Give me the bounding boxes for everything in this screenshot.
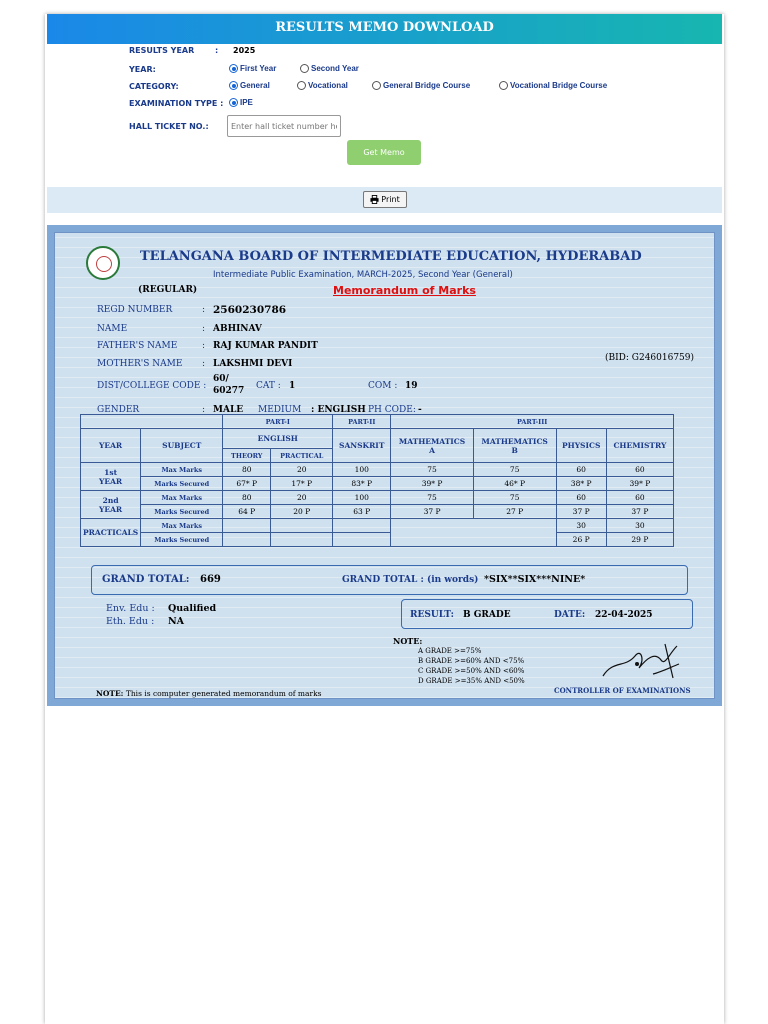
chemistry-header: CHEMISTRY [606, 429, 673, 463]
y1-max-math-b: 75 [473, 463, 556, 477]
y1-max-eng-th: 80 [223, 463, 271, 477]
radio-first-year-label: First Year [240, 64, 277, 73]
y2-max-chemistry: 60 [606, 491, 673, 505]
radio-general-bridge-label: General Bridge Course [383, 81, 471, 90]
mother-label: MOTHER'S NAME [97, 359, 183, 369]
y1-max-physics: 60 [556, 463, 606, 477]
grand-total-words-label: GRAND TOTAL : (in words) [342, 575, 479, 585]
gender-label: GENDER [97, 405, 140, 415]
gender-value: MALE [213, 405, 244, 415]
com-value: 19 [405, 381, 418, 391]
ph-value: - [418, 405, 422, 415]
max-marks-label: Max Marks [141, 463, 223, 477]
radio-vocational-dot[interactable] [297, 81, 306, 90]
signature-icon [595, 638, 690, 683]
year-row [129, 64, 156, 76]
y1-sec-math-a: 39* P [391, 477, 474, 491]
y2-max-sanskrit: 100 [333, 491, 391, 505]
y1-sec-math-b: 46* P [473, 477, 556, 491]
father-colon: : [202, 341, 206, 351]
y2-max-math-a: 75 [391, 491, 474, 505]
sanskrit-header: SANSKRIT [333, 429, 391, 463]
year1-line2: YEAR [99, 476, 123, 486]
father-label: FATHER'S NAME [97, 341, 178, 351]
date-value: 22-04-2025 [595, 610, 653, 620]
table-row [81, 429, 674, 449]
y1-sec-eng-th: 67* P [223, 477, 271, 491]
bid-value: (BID: G246016759) [605, 353, 695, 363]
results-year-value: 2025 [233, 46, 256, 55]
part2-header: PART-II [333, 415, 391, 429]
radio-ipe-dot[interactable] [229, 98, 238, 107]
math-a-line1: MATHEMATICS [398, 436, 466, 446]
radio-first-year-dot[interactable] [229, 64, 238, 73]
radio-general-label: General [240, 81, 270, 90]
math-a-header [391, 429, 474, 463]
medium-label: MEDIUM [258, 405, 302, 415]
marks-table [80, 414, 674, 547]
max-marks-label: Max Marks [141, 491, 223, 505]
table-row [81, 519, 674, 533]
dist-value-1: 60/ [213, 374, 229, 384]
table-cell [81, 415, 223, 429]
radio-vocational[interactable] [297, 81, 348, 90]
year2-cell [81, 491, 141, 519]
name-label: NAME [97, 324, 128, 334]
theory-header: THEORY [223, 449, 271, 463]
regular-label: (REGULAR) [138, 285, 198, 295]
year2-line1: 2nd [102, 495, 119, 505]
grade-note: C GRADE >=50% AND <60% [418, 667, 525, 675]
max-marks-label: Max Marks [141, 519, 223, 533]
year-label: YEAR: [129, 65, 156, 74]
pr-max-physics: 30 [556, 519, 606, 533]
year1-line1: 1st [104, 467, 118, 477]
hall-ticket-input[interactable] [227, 115, 341, 137]
env-edu-label: Env. Edu : [106, 603, 155, 614]
pr-sec-physics: 26 P [556, 533, 606, 547]
note-title: NOTE: [393, 636, 423, 646]
father-value: RAJ KUMAR PANDIT [213, 341, 318, 351]
part3-header: PART-III [391, 415, 674, 429]
table-row [81, 533, 674, 547]
y2-max-eng-pr: 20 [271, 491, 333, 505]
memo-title: Memorandum of Marks [333, 284, 476, 297]
radio-vocational-bridge[interactable] [499, 81, 607, 90]
hall-ticket-row [129, 121, 209, 133]
y2-sec-chemistry: 37 P [606, 505, 673, 519]
grand-total-value: 669 [200, 574, 221, 585]
y1-max-chemistry: 60 [606, 463, 673, 477]
gender-colon: : [202, 405, 206, 415]
radio-second-year[interactable] [300, 64, 359, 73]
eth-edu-label: Eth. Edu : [106, 616, 155, 627]
radio-vocational-label: Vocational [308, 81, 348, 90]
pr-sec-chemistry: 29 P [606, 533, 673, 547]
table-row [81, 415, 674, 429]
radio-vocational-bridge-dot[interactable] [499, 81, 508, 90]
table-cell [223, 533, 271, 547]
radio-general[interactable] [229, 81, 270, 90]
results-year-row [129, 45, 256, 57]
grade-notes [418, 646, 525, 686]
env-edu-value: Qualified [168, 603, 217, 614]
table-cell [333, 533, 391, 547]
board-name: TELANGANA BOARD OF INTERMEDIATE EDUCATION, HYDERABAD [140, 249, 642, 264]
regd-value: 2560230786 [213, 304, 287, 316]
category-row [129, 81, 179, 93]
cat-label: CAT : [256, 381, 281, 391]
y1-max-eng-pr: 20 [271, 463, 333, 477]
regd-colon: : [202, 305, 206, 315]
regd-label: REGD NUMBER [97, 305, 173, 315]
footer-note-label: NOTE: [96, 689, 124, 698]
radio-vocational-bridge-label: Vocational Bridge Course [510, 81, 608, 90]
results-year-label: RESULTS YEAR [129, 46, 195, 55]
marks-secured-label: Marks Secured [141, 477, 223, 491]
y2-max-physics: 60 [556, 491, 606, 505]
mother-value: LAKSHMI DEVI [213, 359, 293, 369]
grade-note: A GRADE >=75% [418, 647, 482, 655]
physics-header: PHYSICS [556, 429, 606, 463]
get-memo-button[interactable]: Get Memo [347, 140, 421, 165]
grade-note: B GRADE >=60% AND <75% [418, 657, 525, 665]
exam-type-label: EXAMINATION TYPE : [129, 99, 224, 108]
y2-max-math-b: 75 [473, 491, 556, 505]
part1-header: PART-I [223, 415, 333, 429]
result-value: B GRADE [463, 610, 511, 620]
table-cell [333, 519, 391, 533]
radio-second-year-label: Second Year [311, 64, 359, 73]
marks-secured-label: Marks Secured [141, 533, 223, 547]
year1-cell [81, 463, 141, 491]
hall-ticket-label: HALL TICKET NO.: [129, 122, 209, 131]
table-cell [223, 519, 271, 533]
math-b-header [473, 429, 556, 463]
result-label: RESULT: [410, 610, 454, 620]
footer-note-text: This is computer generated memorandum of marks [123, 689, 322, 698]
name-value: ABHINAV [213, 324, 262, 334]
print-strip [47, 187, 722, 213]
radio-ipe-label: IPE [240, 98, 253, 107]
radio-second-year-dot[interactable] [300, 64, 309, 73]
mother-colon: : [202, 359, 206, 369]
marks-memo [47, 225, 722, 706]
radio-general-bridge-dot[interactable] [372, 81, 381, 90]
category-label: CATEGORY: [129, 82, 179, 91]
y2-max-eng-th: 80 [223, 491, 271, 505]
y2-sec-math-b: 27 P [473, 505, 556, 519]
y1-sec-physics: 38* P [556, 477, 606, 491]
math-a-line2: A [429, 445, 435, 455]
results-year-sep: : [215, 46, 219, 55]
pr-max-chemistry: 30 [606, 519, 673, 533]
medium-value: : ENGLISH [311, 405, 366, 415]
y2-sec-eng-pr: 20 P [271, 505, 333, 519]
year2-line2: YEAR [99, 504, 123, 514]
table-row [81, 477, 674, 491]
y1-sec-chemistry: 39* P [606, 477, 673, 491]
y1-sec-sanskrit: 83* P [333, 477, 391, 491]
dist-label: DIST/COLLEGE CODE : [97, 381, 207, 391]
print-button-label: Print [381, 195, 400, 204]
practicals-cell: PRACTICALS [81, 519, 141, 547]
exam-name: Intermediate Public Examination, MARCH-2025, Second Year (General) [213, 270, 513, 280]
exam-type-row [129, 98, 223, 110]
y2-sec-math-a: 37 P [391, 505, 474, 519]
y1-sec-eng-pr: 17* P [271, 477, 333, 491]
practical-header: PRACTICAL [271, 449, 333, 463]
y1-max-math-a: 75 [391, 463, 474, 477]
com-label: COM : [368, 381, 398, 391]
grand-total-words-value: *SIX**SIX***NINE* [484, 574, 586, 585]
marks-secured-label: Marks Secured [141, 505, 223, 519]
table-row [81, 505, 674, 519]
name-colon: : [202, 324, 206, 334]
table-row [81, 491, 674, 505]
y1-max-sanskrit: 100 [333, 463, 391, 477]
radio-general-bridge[interactable] [372, 81, 470, 90]
printer-icon [370, 195, 379, 204]
radio-ipe[interactable] [229, 98, 253, 107]
table-row [81, 463, 674, 477]
table-cell [271, 533, 333, 547]
radio-first-year[interactable] [229, 64, 276, 73]
table-cell [271, 519, 333, 533]
print-button[interactable] [363, 191, 407, 208]
dist-value-2: 60277 [213, 386, 245, 396]
ph-label: PH CODE: [368, 405, 416, 415]
y2-sec-eng-th: 64 P [223, 505, 271, 519]
board-seal-icon [86, 246, 120, 280]
english-header: ENGLISH [223, 429, 333, 449]
eth-edu-value: NA [168, 616, 185, 627]
y2-sec-sanskrit: 63 P [333, 505, 391, 519]
grand-total-label: GRAND TOTAL: [102, 574, 190, 585]
math-b-line1: MATHEMATICS [481, 436, 548, 446]
marks-memo-inner [54, 232, 715, 699]
math-b-line2: B [511, 445, 518, 455]
table-cell [391, 519, 556, 547]
results-card [45, 14, 724, 1024]
controller-label: CONTROLLER OF EXAMINATIONS [554, 686, 691, 695]
footer-note [96, 689, 321, 698]
subject-header: SUBJECT [141, 429, 223, 463]
year-header: YEAR [81, 429, 141, 463]
grade-note: D GRADE >=35% AND <50% [418, 677, 525, 685]
y2-sec-physics: 37 P [556, 505, 606, 519]
page-title: RESULTS MEMO DOWNLOAD [47, 14, 722, 44]
radio-general-dot[interactable] [229, 81, 238, 90]
cat-value: 1 [289, 381, 296, 391]
date-label: DATE: [554, 610, 586, 620]
